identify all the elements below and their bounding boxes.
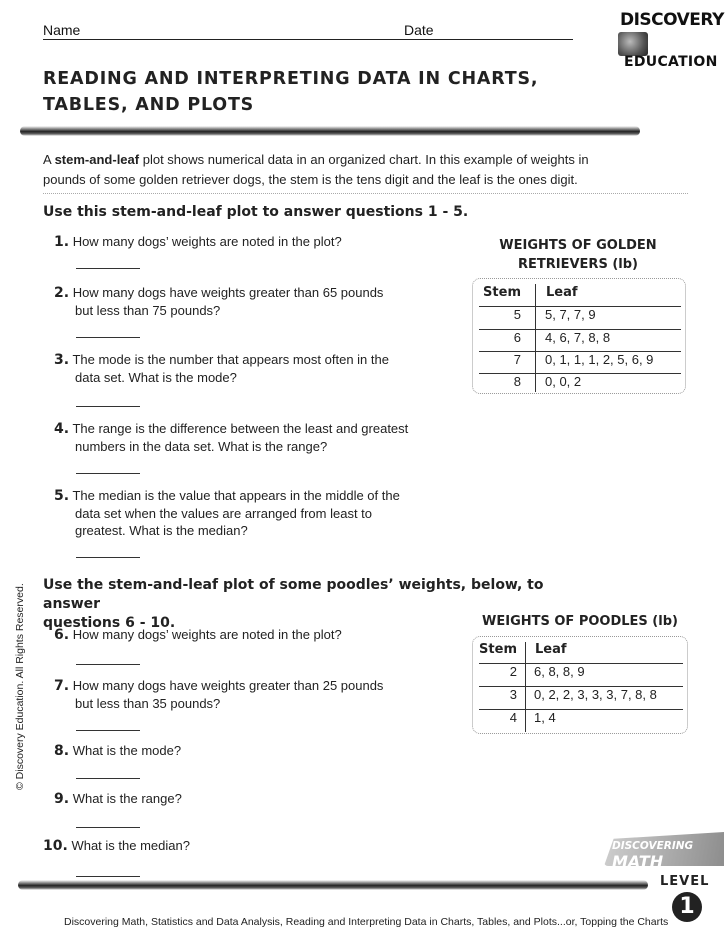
question-2 [54, 284, 454, 319]
plot1-header-row [473, 285, 685, 306]
plot1-row [473, 307, 685, 328]
intro-term: stem-and-leaf [54, 152, 140, 167]
question-number: 5. [54, 488, 70, 504]
level-label: LEVEL [660, 874, 710, 889]
leaf-value: 0, 0, 2 [545, 374, 582, 389]
question-text: The median is the value that appears in the middle of the [72, 488, 400, 503]
discovering-math-badge-text [612, 840, 728, 871]
question-text: but less than 35 pounds? [75, 696, 221, 711]
section2-heading-line-2: questions 6 - 10. [43, 615, 176, 631]
section1-heading: Use this stem-and-leaf plot to answer questions 1 - 5. [43, 204, 469, 220]
globe-icon [618, 32, 648, 56]
intro-line-2: pounds of some golden retriever dogs, the stem is the tens digit and the leaf is the ones digit. [43, 172, 578, 187]
plot1-title-line-1: WEIGHTS OF GOLDEN [499, 238, 657, 253]
question-text: numbers in the data set. What is the range? [75, 439, 328, 454]
stem-value: 7 [513, 352, 521, 367]
question-number: 4. [54, 421, 70, 437]
question-5 [54, 487, 474, 539]
answer-blank-3[interactable] [76, 406, 140, 407]
question-text: What is the range? [72, 791, 182, 806]
question-text: What is the median? [71, 838, 190, 853]
logo-bottom-text: EDUCATION [624, 54, 718, 70]
question-text: How many dogs’ weights are noted in the plot? [72, 627, 342, 642]
stem-value: 3 [509, 687, 517, 702]
stem-value: 6 [513, 330, 521, 345]
answer-blank-4[interactable] [76, 473, 140, 474]
brush-divider-bottom [18, 880, 648, 890]
question-number: 8. [54, 743, 70, 759]
intro-line1-rest: plot shows numerical data in an organized chart. In this example of weights in [139, 152, 589, 167]
answer-blank-5[interactable] [76, 557, 140, 558]
leaf-value: 1, 4 [534, 710, 556, 725]
question-10 [43, 837, 443, 855]
copyright-notice: © Discovery Education. All Rights Reserved. [14, 583, 26, 790]
question-9 [54, 790, 454, 808]
question-text: but less than 75 pounds? [75, 303, 221, 318]
question-text: data set when the values are arranged from least to [75, 506, 373, 521]
answer-blank-10[interactable] [76, 876, 140, 877]
intro-paragraph [43, 150, 683, 190]
leaf-value: 4, 6, 7, 8, 8 [545, 330, 611, 345]
brush-divider-top [20, 126, 640, 136]
section2-heading-line-1: Use the stem-and-leaf plot of some poodles’ weights, below, to answer [43, 577, 544, 612]
name-line[interactable] [43, 39, 573, 40]
stem-value: 8 [513, 374, 521, 389]
question-8 [54, 742, 454, 760]
stem-value: 2 [509, 664, 517, 679]
question-number: 10. [43, 838, 68, 854]
badge-word-1: DISCOVERING [612, 840, 694, 852]
plot1-row [473, 374, 685, 395]
plot1-stem-leaf [472, 278, 686, 394]
stem-value: 4 [509, 710, 517, 725]
question-1 [54, 233, 454, 251]
question-4 [54, 420, 474, 455]
question-text: The mode is the number that appears most often in the [72, 352, 389, 367]
question-number: 7. [54, 678, 70, 694]
question-text: What is the mode? [72, 743, 182, 758]
question-7 [54, 677, 454, 712]
leaf-value: 5, 7, 7, 9 [545, 307, 596, 322]
answer-blank-1[interactable] [76, 268, 140, 269]
question-text: The range is the difference between the least and greatest [72, 421, 409, 436]
question-6 [54, 626, 454, 644]
plot1-title-line-2: RETRIEVERS (lb) [518, 257, 638, 272]
answer-blank-8[interactable] [76, 778, 140, 779]
title-line-2: TABLES, AND PLOTS [43, 95, 255, 115]
intro-lead: A [43, 152, 55, 167]
answer-blank-6[interactable] [76, 664, 140, 665]
plot2-header-row [473, 642, 687, 663]
plot2-row [473, 664, 687, 685]
question-text: How many dogs have weights greater than 65 pounds [72, 285, 384, 300]
leaf-value: 0, 1, 1, 1, 2, 5, 6, 9 [545, 352, 654, 367]
level-number: 1 [672, 892, 702, 922]
question-3 [54, 351, 454, 386]
answer-blank-7[interactable] [76, 730, 140, 731]
answer-blank-9[interactable] [76, 827, 140, 828]
plot2-row [473, 710, 687, 731]
discovery-education-logo [618, 8, 724, 72]
plot2-title: WEIGHTS OF POODLES (lb) [482, 614, 678, 629]
plot2-stem-leaf [472, 636, 688, 734]
logo-top-text: DISCOVERY [620, 10, 724, 30]
leaf-header: Leaf [546, 285, 578, 300]
question-text: How many dogs’ weights are noted in the plot? [72, 234, 342, 249]
leaf-value: 6, 8, 8, 9 [534, 664, 585, 679]
question-number: 2. [54, 285, 70, 301]
plot1-row [473, 352, 685, 373]
badge-word-2: MATH [612, 852, 664, 871]
question-text: greatest. What is the median? [75, 523, 248, 538]
leaf-header: Leaf [535, 642, 567, 657]
question-number: 1. [54, 234, 70, 250]
plot1-row [473, 330, 685, 351]
dotted-divider [43, 193, 688, 194]
plot2-row [473, 687, 687, 708]
date-label: Date [404, 22, 434, 38]
question-text: How many dogs have weights greater than 25 pounds [72, 678, 384, 693]
plot1-title [478, 236, 678, 274]
question-number: 9. [54, 791, 70, 807]
footer-text: Discovering Math, Statistics and Data Analysis, Reading and Interpreting Data in Charts, Tables, and Plots...or, Topping the Charts [64, 916, 669, 928]
stem-header: Stem [479, 642, 517, 657]
stem-header: Stem [483, 285, 521, 300]
page-title [43, 66, 538, 118]
title-line-1: READING AND INTERPRETING DATA IN CHARTS, [43, 69, 539, 89]
answer-blank-2[interactable] [76, 337, 140, 338]
stem-value: 5 [513, 307, 521, 322]
question-text: data set. What is the mode? [75, 370, 237, 385]
leaf-value: 0, 2, 2, 3, 3, 3, 7, 8, 8 [534, 687, 657, 702]
name-label: Name [43, 22, 81, 38]
question-number: 6. [54, 627, 70, 643]
question-number: 3. [54, 352, 70, 368]
